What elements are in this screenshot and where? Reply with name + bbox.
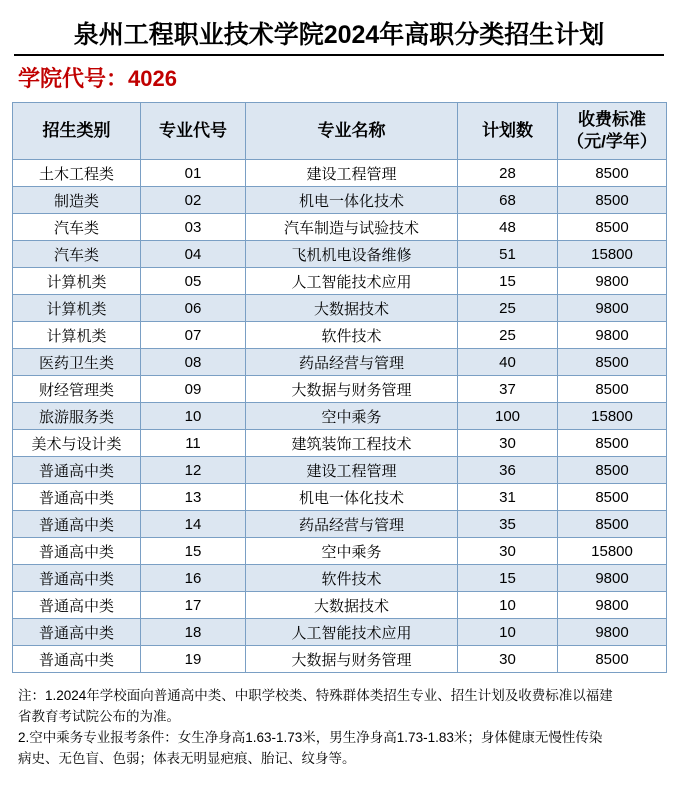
cell-category: 制造类 bbox=[13, 187, 141, 214]
cell-major-name: 机电一体化技术 bbox=[246, 187, 458, 214]
cell-plan-count: 37 bbox=[458, 376, 558, 403]
table-row bbox=[13, 376, 667, 403]
column-header-fee-line1: 收费标准 bbox=[578, 110, 646, 129]
table-row bbox=[13, 187, 667, 214]
cell-major-code: 19 bbox=[141, 646, 246, 673]
cell-fee: 15800 bbox=[558, 538, 667, 565]
cell-fee: 9800 bbox=[558, 592, 667, 619]
note-line-3: 2.空中乘务专业报考条件：女生净身高1.63-1.73米，男生净身高1.73-1.83米；身体健康无慢性传染 bbox=[18, 730, 603, 745]
cell-plan-count: 10 bbox=[458, 619, 558, 646]
table-row bbox=[13, 565, 667, 592]
table-row bbox=[13, 322, 667, 349]
table-header-row bbox=[13, 103, 667, 160]
cell-category: 计算机类 bbox=[13, 268, 141, 295]
table-header bbox=[13, 103, 667, 160]
table-row bbox=[13, 268, 667, 295]
notes-block bbox=[18, 685, 660, 769]
cell-major-name: 软件技术 bbox=[246, 322, 458, 349]
cell-plan-count: 25 bbox=[458, 322, 558, 349]
column-header-fee bbox=[558, 103, 667, 160]
cell-plan-count: 30 bbox=[458, 430, 558, 457]
cell-plan-count: 35 bbox=[458, 511, 558, 538]
cell-major-name: 大数据与财务管理 bbox=[246, 646, 458, 673]
cell-fee: 9800 bbox=[558, 322, 667, 349]
cell-fee: 15800 bbox=[558, 241, 667, 268]
table-row bbox=[13, 430, 667, 457]
cell-category: 美术与设计类 bbox=[13, 430, 141, 457]
cell-fee: 9800 bbox=[558, 619, 667, 646]
cell-major-code: 12 bbox=[141, 457, 246, 484]
title-divider bbox=[14, 54, 664, 56]
cell-major-name: 汽车制造与试验技术 bbox=[246, 214, 458, 241]
page-title: 泉州工程职业技术学院2024年高职分类招生计划 bbox=[73, 21, 605, 49]
table-row bbox=[13, 214, 667, 241]
cell-major-name: 大数据技术 bbox=[246, 295, 458, 322]
table-row bbox=[13, 241, 667, 268]
cell-major-code: 09 bbox=[141, 376, 246, 403]
cell-fee: 8500 bbox=[558, 376, 667, 403]
cell-major-code: 18 bbox=[141, 619, 246, 646]
cell-fee: 8500 bbox=[558, 430, 667, 457]
table-row bbox=[13, 457, 667, 484]
column-header-major-name: 专业名称 bbox=[246, 103, 458, 160]
cell-major-name: 空中乘务 bbox=[246, 538, 458, 565]
cell-major-name: 建筑装饰工程技术 bbox=[246, 430, 458, 457]
cell-plan-count: 48 bbox=[458, 214, 558, 241]
cell-major-name: 大数据与财务管理 bbox=[246, 376, 458, 403]
note-line-1: 注：1.2024年学校面向普通高中类、中职学校类、特殊群体类招生专业、招生计划及收费标准以福建 bbox=[18, 688, 613, 703]
college-code-label: 学院代号： bbox=[18, 66, 129, 91]
admission-plan-table bbox=[12, 102, 667, 673]
cell-major-code: 10 bbox=[141, 403, 246, 430]
cell-category: 普通高中类 bbox=[13, 457, 141, 484]
cell-major-name: 空中乘务 bbox=[246, 403, 458, 430]
cell-fee: 15800 bbox=[558, 403, 667, 430]
cell-major-name: 人工智能技术应用 bbox=[246, 619, 458, 646]
cell-fee: 9800 bbox=[558, 565, 667, 592]
cell-fee: 8500 bbox=[558, 484, 667, 511]
cell-major-code: 02 bbox=[141, 187, 246, 214]
cell-plan-count: 51 bbox=[458, 241, 558, 268]
cell-category: 普通高中类 bbox=[13, 646, 141, 673]
cell-plan-count: 28 bbox=[458, 160, 558, 187]
cell-major-name: 药品经营与管理 bbox=[246, 511, 458, 538]
table-body bbox=[13, 160, 667, 673]
cell-plan-count: 40 bbox=[458, 349, 558, 376]
cell-plan-count: 30 bbox=[458, 646, 558, 673]
table-row bbox=[13, 349, 667, 376]
cell-plan-count: 36 bbox=[458, 457, 558, 484]
cell-category: 计算机类 bbox=[13, 295, 141, 322]
table-row bbox=[13, 403, 667, 430]
cell-major-code: 06 bbox=[141, 295, 246, 322]
table-row bbox=[13, 538, 667, 565]
cell-major-code: 08 bbox=[141, 349, 246, 376]
cell-fee: 9800 bbox=[558, 268, 667, 295]
cell-major-code: 14 bbox=[141, 511, 246, 538]
cell-category: 普通高中类 bbox=[13, 484, 141, 511]
cell-plan-count: 15 bbox=[458, 268, 558, 295]
cell-plan-count: 68 bbox=[458, 187, 558, 214]
cell-plan-count: 31 bbox=[458, 484, 558, 511]
cell-major-code: 05 bbox=[141, 268, 246, 295]
cell-major-name: 大数据技术 bbox=[246, 592, 458, 619]
cell-fee: 8500 bbox=[558, 214, 667, 241]
cell-category: 财经管理类 bbox=[13, 376, 141, 403]
cell-category: 旅游服务类 bbox=[13, 403, 141, 430]
college-code-value: 4026 bbox=[128, 66, 177, 91]
cell-category: 普通高中类 bbox=[13, 538, 141, 565]
cell-plan-count: 15 bbox=[458, 565, 558, 592]
cell-category: 普通高中类 bbox=[13, 619, 141, 646]
cell-category: 土木工程类 bbox=[13, 160, 141, 187]
note-line-2: 省教育考试院公布的为准。 bbox=[18, 709, 180, 724]
cell-major-code: 13 bbox=[141, 484, 246, 511]
cell-fee: 9800 bbox=[558, 295, 667, 322]
table-row bbox=[13, 484, 667, 511]
table-row bbox=[13, 511, 667, 538]
cell-plan-count: 30 bbox=[458, 538, 558, 565]
cell-major-name: 建设工程管理 bbox=[246, 160, 458, 187]
cell-fee: 8500 bbox=[558, 511, 667, 538]
cell-category: 计算机类 bbox=[13, 322, 141, 349]
cell-plan-count: 25 bbox=[458, 295, 558, 322]
table-row bbox=[13, 160, 667, 187]
column-header-category: 招生类别 bbox=[13, 103, 141, 160]
column-header-major-code: 专业代号 bbox=[141, 103, 246, 160]
cell-category: 普通高中类 bbox=[13, 511, 141, 538]
cell-major-code: 03 bbox=[141, 214, 246, 241]
college-code bbox=[12, 66, 666, 92]
cell-major-name: 机电一体化技术 bbox=[246, 484, 458, 511]
column-header-fee-line2: （元/学年） bbox=[567, 132, 657, 151]
cell-fee: 8500 bbox=[558, 187, 667, 214]
cell-major-code: 16 bbox=[141, 565, 246, 592]
cell-plan-count: 100 bbox=[458, 403, 558, 430]
note-line-4: 病史、无色盲、色弱；体表无明显疤痕、胎记、纹身等。 bbox=[18, 751, 356, 766]
cell-category: 医药卫生类 bbox=[13, 349, 141, 376]
cell-major-name: 药品经营与管理 bbox=[246, 349, 458, 376]
cell-fee: 8500 bbox=[558, 160, 667, 187]
cell-fee: 8500 bbox=[558, 349, 667, 376]
cell-major-code: 17 bbox=[141, 592, 246, 619]
cell-fee: 8500 bbox=[558, 646, 667, 673]
cell-category: 普通高中类 bbox=[13, 592, 141, 619]
table-row bbox=[13, 646, 667, 673]
cell-category: 汽车类 bbox=[13, 214, 141, 241]
cell-major-name: 软件技术 bbox=[246, 565, 458, 592]
cell-plan-count: 10 bbox=[458, 592, 558, 619]
table-row bbox=[13, 592, 667, 619]
cell-major-code: 01 bbox=[141, 160, 246, 187]
cell-fee: 8500 bbox=[558, 457, 667, 484]
cell-major-code: 15 bbox=[141, 538, 246, 565]
table-row bbox=[13, 619, 667, 646]
cell-major-name: 人工智能技术应用 bbox=[246, 268, 458, 295]
column-header-plan-count: 计划数 bbox=[458, 103, 558, 160]
cell-major-name: 建设工程管理 bbox=[246, 457, 458, 484]
cell-major-name: 飞机机电设备维修 bbox=[246, 241, 458, 268]
table-row bbox=[13, 295, 667, 322]
cell-major-code: 11 bbox=[141, 430, 246, 457]
cell-category: 汽车类 bbox=[13, 241, 141, 268]
cell-major-code: 04 bbox=[141, 241, 246, 268]
cell-major-code: 07 bbox=[141, 322, 246, 349]
cell-category: 普通高中类 bbox=[13, 565, 141, 592]
